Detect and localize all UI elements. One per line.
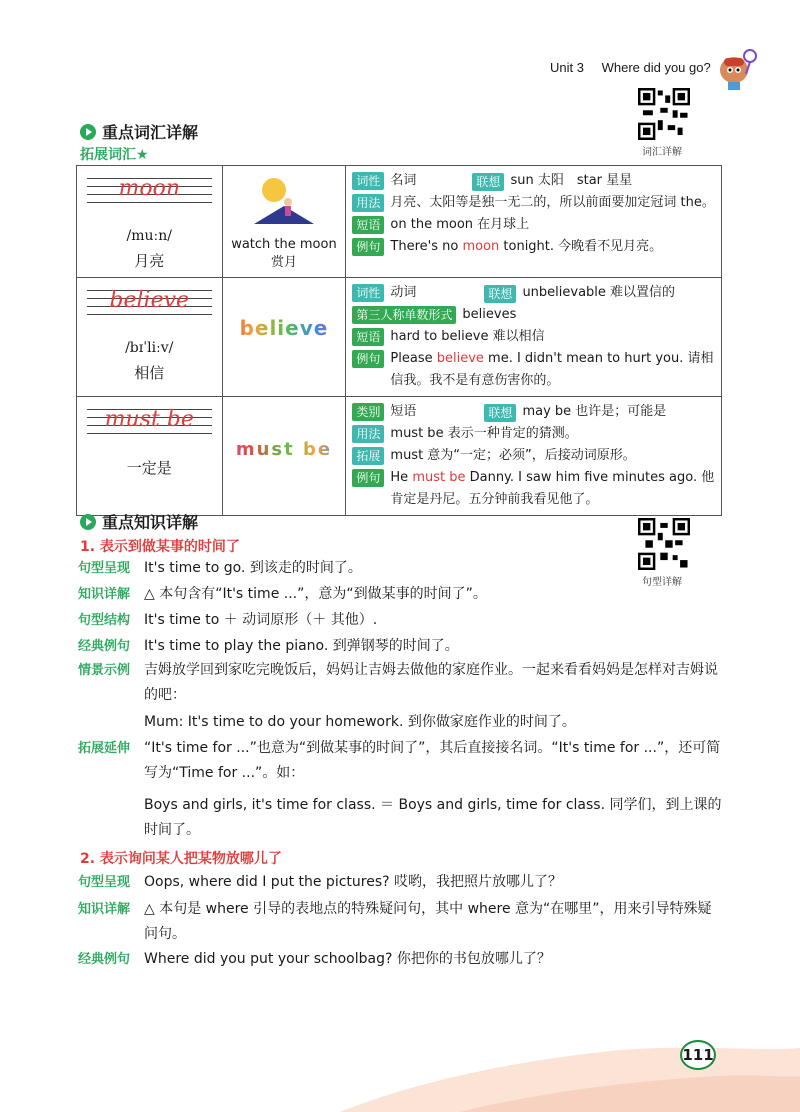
image-cell xyxy=(222,397,346,516)
item-text: It's time to play the piano. 到弹钢琴的时间了。 xyxy=(144,638,459,654)
qr-caption-pattern: 句型详解 xyxy=(642,577,682,588)
example-tag: 例句 xyxy=(352,469,384,487)
meaning: 月亮 xyxy=(134,252,165,270)
info-cell: 词性 名词 联想 sun 太阳 star 星星 用法 月亮、太阳等是独一无二的，所以前面要加定冠词 the。 短语 on the moon 在月球上 例句 There's no moon tonight. 今晚看不见月亮。 xyxy=(346,166,722,278)
meaning: 相信 xyxy=(134,364,165,382)
category-tag: 类别 xyxy=(352,403,384,421)
vocab-table xyxy=(76,165,722,516)
item-label: 句型结构 xyxy=(78,613,131,628)
unit-title: Where did you go? xyxy=(601,60,711,75)
play-icon xyxy=(80,514,96,530)
third-person-tag: 第三人称单数形式 xyxy=(352,306,456,324)
list-item xyxy=(78,658,724,708)
item-text: It's time to ＋ 动词原形（＋ 其他）. xyxy=(144,612,378,628)
word-script: must be xyxy=(104,407,194,432)
list-item xyxy=(78,870,724,895)
image-cell xyxy=(222,278,346,397)
word-cell xyxy=(77,166,223,278)
page-header xyxy=(550,60,725,75)
qr-caption-vocab: 词汇详解 xyxy=(642,147,682,158)
item-text: 吉姆放学回到家吃完晚饭后，妈妈让吉姆去做他的家庭作业。一起来看看妈妈是怎样对吉姆说的吧： xyxy=(144,662,718,703)
pos-tag: 词性 xyxy=(352,284,384,302)
item-text: △ 本句是 where 引导的表地点的特殊疑问句，其中 where 意为“在哪里”，用来引导特殊疑问句。 xyxy=(144,901,712,942)
list-item xyxy=(78,608,724,633)
usage-tag: 用法 xyxy=(352,194,384,212)
section-title-vocab: 重点词汇详解 xyxy=(80,120,198,143)
moon-illustration-icon xyxy=(244,172,324,232)
item-text: Where did you put your schoolbag? 你把你的书包放哪儿了？ xyxy=(144,951,551,967)
footer-wave-decoration xyxy=(0,1030,800,1112)
item-text: Boys and girls, it's time for class. ＝ Boys and girls, time for class. 同学们，到上课的时间了。 xyxy=(144,797,722,838)
usage-tag: 用法 xyxy=(352,425,384,443)
word-script: moon xyxy=(118,176,181,201)
knowledge-point-title: 2. 表示询问某人把某物放哪儿了 xyxy=(80,851,282,867)
mascot-icon xyxy=(712,44,760,92)
assoc-tag: 联想 xyxy=(484,404,516,422)
list-item xyxy=(78,556,724,581)
image-caption-cn: 赏月 xyxy=(270,255,297,270)
item-text: “It's time for ...”也意为“到做某事的时间了”，其后直接接名词。“It's time for ...”，还可简写为“Time for ...”。如： xyxy=(144,740,721,781)
example-tag: 例句 xyxy=(352,238,384,256)
qr-code-icon[interactable] xyxy=(638,88,690,140)
item-text: △ 本句含有“It's time ...”，意为“到做某事的时间了”。 xyxy=(144,586,487,602)
knowledge-point-title: 1. 表示到做某事的时间了 xyxy=(80,539,240,555)
item-label: 经典例句 xyxy=(78,952,131,967)
section-title-knowledge: 重点知识详解 xyxy=(80,510,198,533)
word-cell xyxy=(77,278,223,397)
phonetic: /bɪˈliːv/ xyxy=(125,340,174,356)
list-item xyxy=(78,582,724,607)
info-cell: 词性 动词 联想 unbelievable 难以置信的 第三人称单数形式 believes 短语 hard to believe 难以相信 例句 Please believe me. I didn't mean to hurt you. 请相信我。我不是有意伤害你的。 xyxy=(346,278,722,397)
item-label: 知识详解 xyxy=(78,902,131,917)
image-caption-en: watch the moon xyxy=(231,237,337,252)
phrase-tag: 短语 xyxy=(352,328,384,346)
pos-tag: 词性 xyxy=(352,172,384,190)
item-text: It's time to go. 到该走的时间了。 xyxy=(144,560,362,576)
word-art: must be xyxy=(223,439,346,460)
item-label xyxy=(78,793,144,843)
list-item xyxy=(78,793,724,843)
assoc-tag: 联想 xyxy=(472,173,504,191)
list-item xyxy=(78,736,724,786)
list-item xyxy=(78,634,724,659)
list-item xyxy=(78,710,724,735)
assoc-tag: 联想 xyxy=(484,285,516,303)
item-label: 知识详解 xyxy=(78,587,131,602)
list-item xyxy=(78,897,724,947)
item-label: 句型呈现 xyxy=(78,561,131,576)
item-label: 句型呈现 xyxy=(78,875,131,890)
word-cell xyxy=(77,397,223,516)
item-label xyxy=(78,710,144,735)
phrase-tag: 短语 xyxy=(352,216,384,234)
item-label: 拓展延伸 xyxy=(78,741,131,756)
item-label: 情景示例 xyxy=(78,663,131,678)
section-subtitle: 拓展词汇★ xyxy=(80,147,149,163)
image-cell xyxy=(222,166,346,278)
info-cell: 类别 短语 联想 may be 也许是；可能是 用法 must be 表示一种肯定的猜测。 拓展 must 意为“一定；必须”，后接动词原形。 例句 He must be Danny. I saw him five minutes ago. 他肯定是丹尼。五分钟前我看见他了。 xyxy=(346,397,722,516)
table-row xyxy=(77,278,722,397)
item-text: Mum: It's time to do your homework. 到你做家庭作业的时间了。 xyxy=(144,714,576,730)
item-label: 经典例句 xyxy=(78,639,131,654)
page-number: 111 xyxy=(680,1040,716,1070)
word-art: believe xyxy=(223,316,346,340)
example-tag: 例句 xyxy=(352,350,384,368)
play-icon xyxy=(80,124,96,140)
list-item xyxy=(78,947,724,972)
table-row xyxy=(77,166,722,278)
table-row xyxy=(77,397,722,516)
item-text: Oops, where did I put the pictures? 哎哟，我把照片放哪儿了？ xyxy=(144,874,563,890)
word-script: believe xyxy=(109,288,190,313)
extension-tag: 拓展 xyxy=(352,447,384,465)
meaning: 一定是 xyxy=(126,459,172,477)
phonetic: /muːn/ xyxy=(126,228,172,244)
unit-label: Unit 3 xyxy=(550,60,584,75)
